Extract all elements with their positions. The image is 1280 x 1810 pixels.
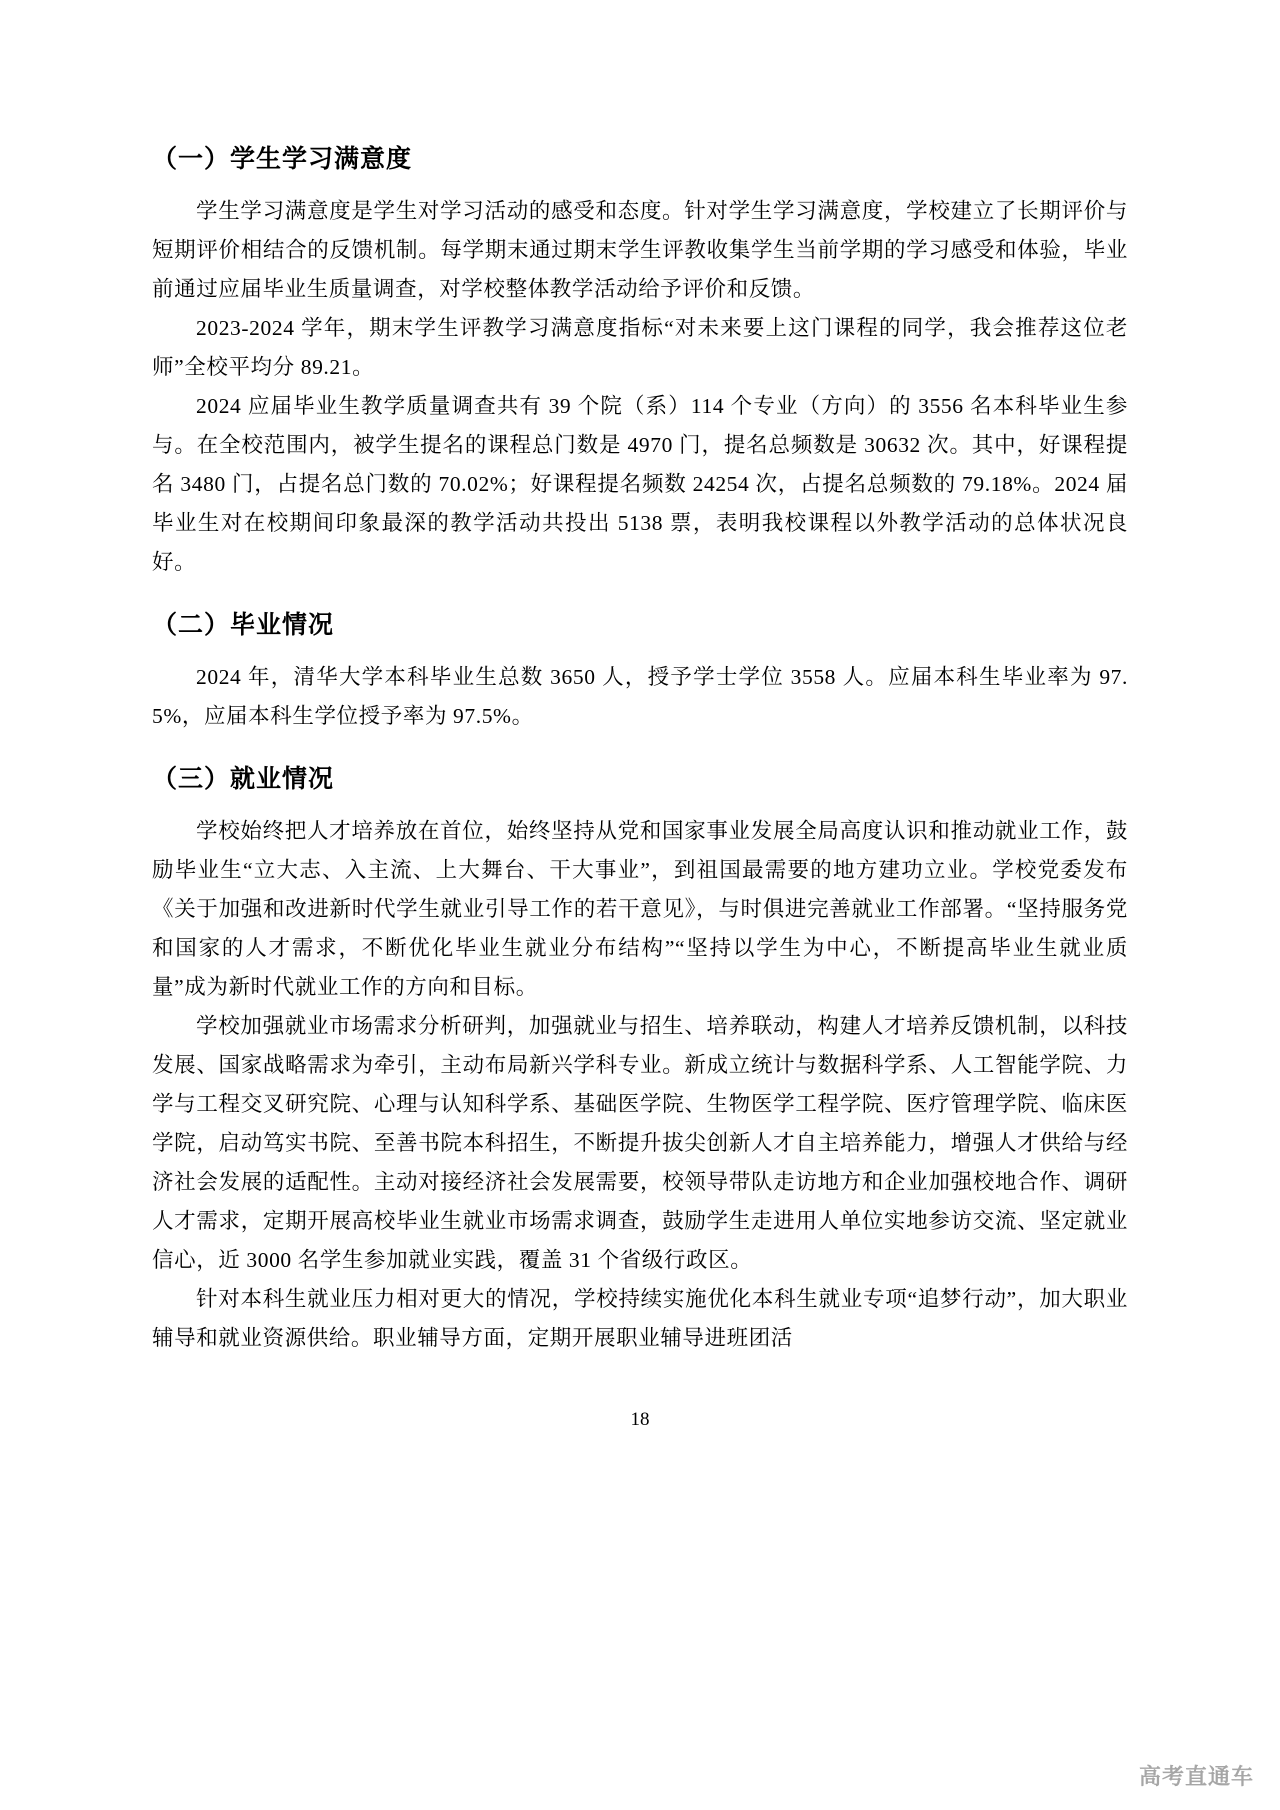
paragraph: 2024 年，清华大学本科毕业生总数 3650 人，授予学士学位 3558 人。应届本科生毕业率为 97.5%，应届本科生学位授予率为 97.5%。 bbox=[152, 665, 1128, 728]
heading-employment: （三）就业情况 bbox=[152, 765, 335, 793]
section-graduation bbox=[152, 608, 1128, 736]
paragraph: 学校始终把人才培养放在首位，始终坚持从党和国家事业发展全局高度认识和推动就业工作，鼓励毕业生“立大志、入主流、上大舞台、干大事业”，到祖国最需要的地方建功立业。学校党委发布《关于加强和改进新时代学生就业引导工作的若干意见》，与时俱进完善就业工作部署。“坚持服务党和国家的人才需求，不断优化毕业生就业分布结构”“坚持以学生为中心，不断提高毕业生就业质量”成为新时代就业工作的方向和目标。 bbox=[152, 819, 1128, 999]
paragraph: 针对本科生就业压力相对更大的情况，学校持续实施优化本科生就业专项“追梦行动”，加大职业辅导和就业资源供给。职业辅导方面，定期开展职业辅导进班团活 bbox=[152, 1287, 1128, 1350]
section-student-satisfaction bbox=[152, 142, 1128, 582]
paragraph: 2023-2024 学年，期末学生评教学习满意度指标“对未来要上这门课程的同学，我会推荐这位老师”全校平均分 89.21。 bbox=[152, 316, 1128, 379]
heading-student-satisfaction: （一）学生学习满意度 bbox=[152, 145, 413, 173]
watermark: 高考直通车 bbox=[1138, 1764, 1254, 1789]
section-employment bbox=[152, 762, 1128, 1358]
paragraph: 学校加强就业市场需求分析研判，加强就业与招生、培养联动，构建人才培养反馈机制，以科技发展、国家战略需求为牵引，主动布局新兴学科专业。新成立统计与数据科学系、人工智能学院、力学与工程交叉研究院、心理与认知科学系、基础医学院、生物医学工程学院、医疗管理学院、临床医学院，启动笃实书院、至善书院本科招生，不断提升拔尖创新人才自主培养能力，增强人才供给与经济社会发展的适配性。主动对接经济社会发展需要，校领导带队走访地方和企业加强校地合作、调研人才需求，定期开展高校毕业生就业市场需求调查，鼓励学生走进用人单位实地参访交流、坚定就业信心，近 3000 名学生参加就业实践，覆盖 31 个省级行政区。 bbox=[152, 1014, 1128, 1272]
paragraph: 2024 应届毕业生教学质量调查共有 39 个院（系）114 个专业（方向）的 3556 名本科毕业生参与。在全校范围内，被学生提名的课程总门数是 4970 门，提名总频数是 30632 次。其中，好课程提名 3480 门，占提名总门数的 70.02%；好课程提名频数 24254 次，占提名总频数的 79.18%。2024 届毕业生对在校期间印象最深的教学活动共投出 5138 票，表明我校课程以外教学活动的总体状况良好。 bbox=[152, 394, 1128, 574]
heading-graduation: （二）毕业情况 bbox=[152, 611, 335, 639]
page-number: 18 bbox=[630, 1409, 650, 1430]
paragraph: 学生学习满意度是学生对学习活动的感受和态度。针对学生学习满意度，学校建立了长期评价与短期评价相结合的反馈机制。每学期末通过期末学生评教收集学生当前学期的学习感受和体验，毕业前通过应届毕业生质量调查，对学校整体教学活动给予评价和反馈。 bbox=[152, 199, 1128, 301]
